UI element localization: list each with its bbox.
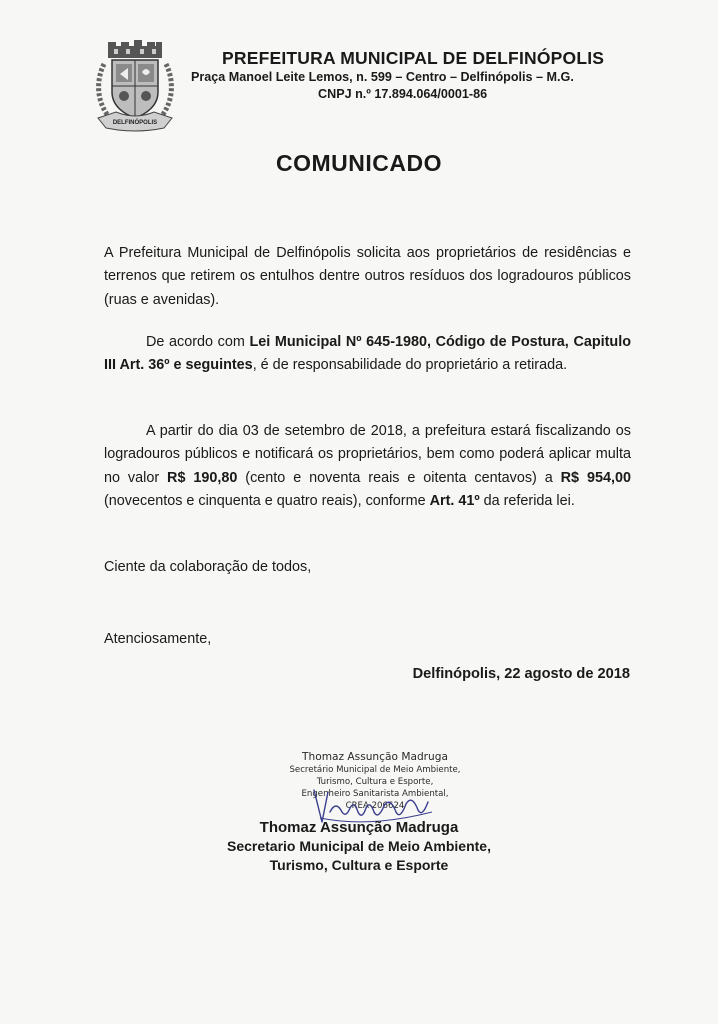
stamp-line-1: Secretário Municipal de Meio Ambiente, bbox=[289, 765, 461, 775]
paragraph-3-text-g: da referida lei. bbox=[479, 492, 575, 509]
paragraph-3-text-c: (cento e noventa reais e oitenta centavos) a bbox=[237, 469, 561, 486]
paragraph-3 bbox=[104, 420, 631, 513]
stamp-line-4: CREA 206624 bbox=[345, 801, 405, 811]
article-reference: Art. 41º bbox=[429, 492, 480, 509]
crest-ribbon-text: DELFINÓPOLIS bbox=[112, 120, 158, 126]
paragraph-3-text-e: (novecentos e cinquenta e quatro reais), conforme bbox=[104, 492, 430, 509]
header-title: PREFEITURA MUNICIPAL DE DELFINÓPOLIS bbox=[222, 48, 605, 68]
header-address: Praça Manoel Leite Lemos, n. 599 – Centro – Delfinópolis – M.G. bbox=[191, 70, 574, 84]
signatory-role-2: Turismo, Cultura e Esporte bbox=[269, 857, 449, 873]
document-date: Delfinópolis, 22 agosto de 2018 bbox=[412, 666, 630, 682]
signatory-role-1: Secretario Municipal de Meio Ambiente, bbox=[227, 838, 491, 854]
fine-min-amount: R$ 190,80 bbox=[167, 469, 238, 486]
stamp-line-3: Engenheiro Sanitarista Ambiental, bbox=[301, 789, 449, 799]
header-cnpj: CNPJ n.º 17.894.064/0001-86 bbox=[318, 87, 488, 101]
stamp-line-2: Turismo, Cultura e Esporte, bbox=[316, 777, 434, 787]
fine-max-amount: R$ 954,00 bbox=[560, 469, 631, 486]
signatory-name: Thomaz Assunção Madruga bbox=[259, 819, 459, 836]
closing-salutation: Atenciosamente, bbox=[104, 631, 212, 647]
stamp-name: Thomaz Assunção Madruga bbox=[302, 751, 448, 763]
paragraph-4: Ciente da colaboração de todos, bbox=[104, 559, 312, 575]
municipal-crest-icon bbox=[94, 40, 176, 132]
signature-block bbox=[0, 818, 718, 875]
paragraph-3-text-a: A partir do dia 03 de setembro de 2018, a prefeitura estará fiscalizando os logradouros públicos e notificará os proprietários, bem como poderá aplicar multa no valor bbox=[104, 423, 631, 486]
paragraph-2-text-c: , é de responsabilidade do proprietário a retirada. bbox=[252, 357, 568, 374]
paragraph-1: A Prefeitura Municipal de Delfinópolis solicita aos proprietários de residências e terrenos que retirem os entulhos dentre outros resíduos dos logradouros públicos (ruas e avenidas). bbox=[104, 245, 631, 308]
law-reference: Lei Municipal Nº 645-1980, Código de Postura, Capitulo III Art. 36º e seguintes bbox=[104, 334, 631, 374]
document-title: COMUNICADO bbox=[276, 150, 442, 176]
paragraph-2-text-a: De acordo com bbox=[146, 334, 250, 350]
paragraph-2 bbox=[104, 331, 631, 378]
